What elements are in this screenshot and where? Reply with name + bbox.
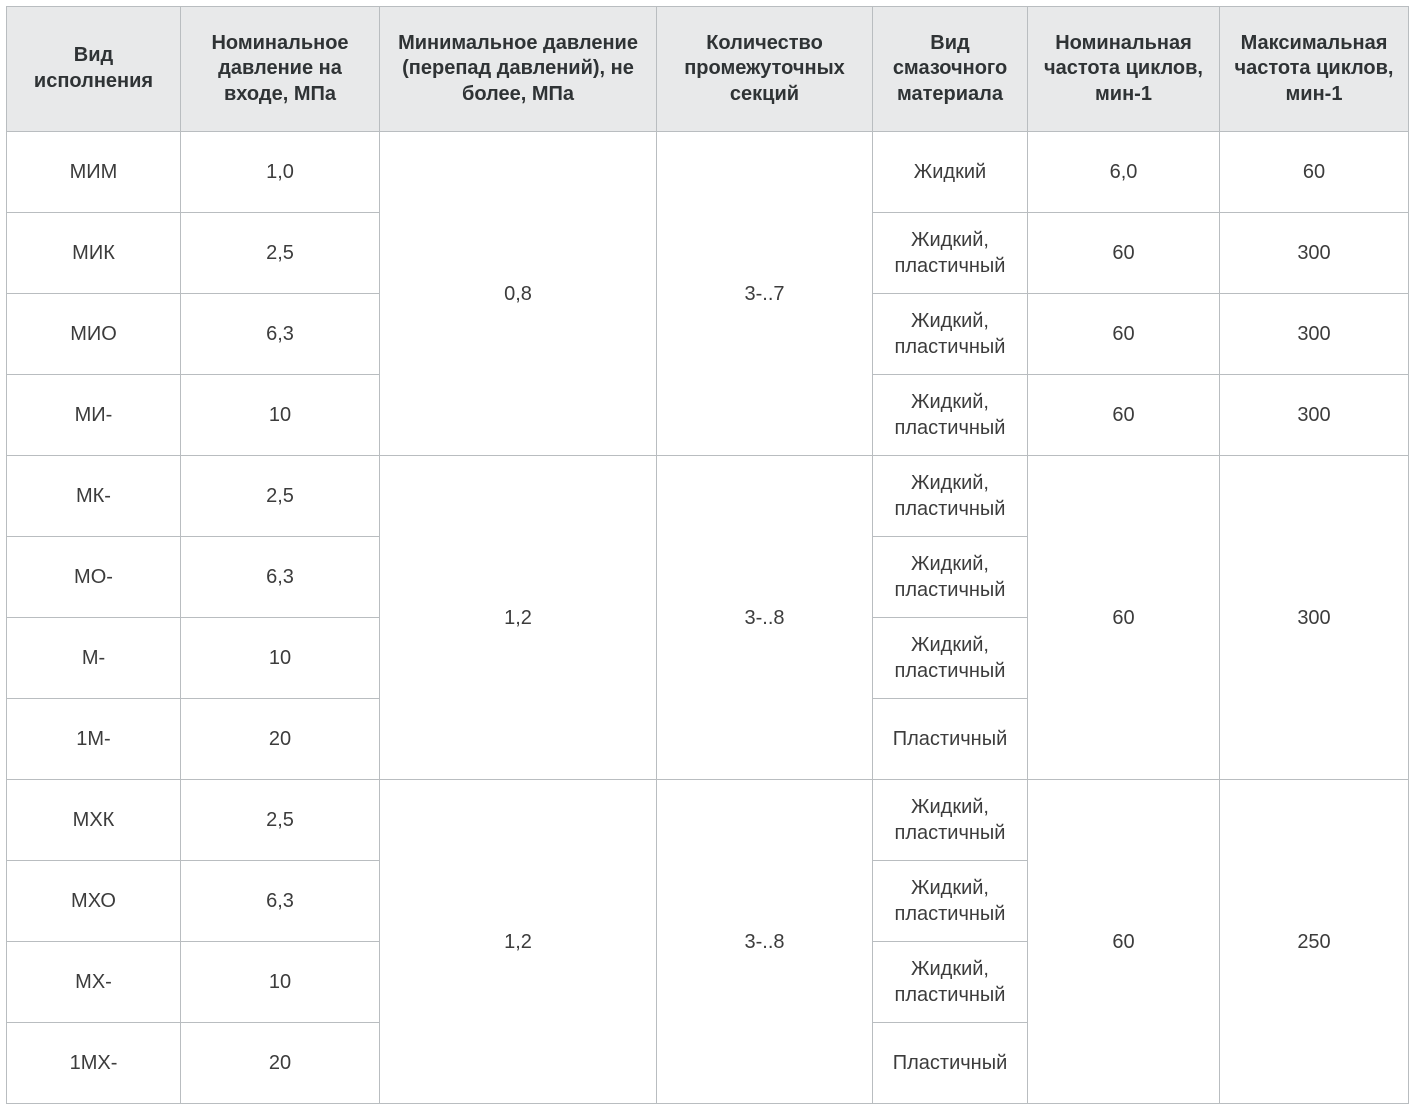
- cell-nominal-pressure: 10: [181, 618, 380, 699]
- cell-lubricant: Жидкий, пластичный: [873, 537, 1028, 618]
- cell-kind: 1МХ-: [7, 1023, 181, 1104]
- cell-lubricant: Жидкий, пластичный: [873, 942, 1028, 1023]
- column-header-sections: Количество промежуточных секций: [657, 7, 873, 132]
- cell-max-cycles: 250: [1220, 780, 1409, 1104]
- cell-nominal-pressure: 1,0: [181, 132, 380, 213]
- cell-kind: МИО: [7, 294, 181, 375]
- cell-kind: 1М-: [7, 699, 181, 780]
- table-row: [7, 132, 1409, 213]
- cell-nominal-pressure: 10: [181, 375, 380, 456]
- cell-min-pressure: 0,8: [380, 132, 657, 456]
- cell-max-cycles: 300: [1220, 456, 1409, 780]
- cell-kind: МХ-: [7, 942, 181, 1023]
- cell-max-cycles: 60: [1220, 132, 1409, 213]
- cell-kind: МК-: [7, 456, 181, 537]
- cell-kind: М-: [7, 618, 181, 699]
- cell-nominal-cycles: 60: [1028, 213, 1220, 294]
- cell-kind: МХО: [7, 861, 181, 942]
- cell-nominal-pressure: 2,5: [181, 780, 380, 861]
- cell-lubricant: Жидкий, пластичный: [873, 456, 1028, 537]
- cell-kind: МО-: [7, 537, 181, 618]
- column-header-min-pressure: Минимальное давление (перепад давлений), не более, МПа: [380, 7, 657, 132]
- cell-lubricant: Жидкий, пластичный: [873, 375, 1028, 456]
- cell-nominal-pressure: 10: [181, 942, 380, 1023]
- cell-kind: МХК: [7, 780, 181, 861]
- table-row: [7, 456, 1409, 537]
- cell-lubricant: Жидкий, пластичный: [873, 618, 1028, 699]
- cell-max-cycles: 300: [1220, 294, 1409, 375]
- cell-kind: МИ-: [7, 375, 181, 456]
- cell-kind: МИК: [7, 213, 181, 294]
- cell-nominal-cycles: 60: [1028, 294, 1220, 375]
- specifications-table: [6, 6, 1409, 1104]
- table-row: [7, 780, 1409, 861]
- cell-lubricant: Жидкий, пластичный: [873, 213, 1028, 294]
- table-header: [7, 7, 1409, 132]
- cell-lubricant: Пластичный: [873, 1023, 1028, 1104]
- cell-lubricant: Пластичный: [873, 699, 1028, 780]
- cell-nominal-cycles: 60: [1028, 456, 1220, 780]
- cell-nominal-cycles: 6,0: [1028, 132, 1220, 213]
- cell-min-pressure: 1,2: [380, 456, 657, 780]
- cell-max-cycles: 300: [1220, 375, 1409, 456]
- cell-min-pressure: 1,2: [380, 780, 657, 1104]
- column-header-nominal-cycles: Номинальная частота циклов, мин-1: [1028, 7, 1220, 132]
- column-header-kind: Вид исполнения: [7, 7, 181, 132]
- column-header-nominal-pressure: Номинальное давление на входе, МПа: [181, 7, 380, 132]
- cell-nominal-pressure: 2,5: [181, 213, 380, 294]
- cell-kind: МИМ: [7, 132, 181, 213]
- cell-nominal-pressure: 20: [181, 699, 380, 780]
- cell-nominal-pressure: 6,3: [181, 861, 380, 942]
- cell-sections: 3-..8: [657, 456, 873, 780]
- cell-sections: 3-..7: [657, 132, 873, 456]
- cell-lubricant: Жидкий, пластичный: [873, 780, 1028, 861]
- cell-lubricant: Жидкий: [873, 132, 1028, 213]
- cell-nominal-pressure: 20: [181, 1023, 380, 1104]
- cell-nominal-cycles: 60: [1028, 375, 1220, 456]
- cell-nominal-pressure: 6,3: [181, 537, 380, 618]
- cell-lubricant: Жидкий, пластичный: [873, 861, 1028, 942]
- column-header-max-cycles: Максимальная частота циклов, мин-1: [1220, 7, 1409, 132]
- column-header-lubricant: Вид смазочного материала: [873, 7, 1028, 132]
- cell-max-cycles: 300: [1220, 213, 1409, 294]
- table-header-row: [7, 7, 1409, 132]
- cell-sections: 3-..8: [657, 780, 873, 1104]
- cell-nominal-pressure: 6,3: [181, 294, 380, 375]
- cell-nominal-pressure: 2,5: [181, 456, 380, 537]
- cell-nominal-cycles: 60: [1028, 780, 1220, 1104]
- table-body: [7, 132, 1409, 1104]
- cell-lubricant: Жидкий, пластичный: [873, 294, 1028, 375]
